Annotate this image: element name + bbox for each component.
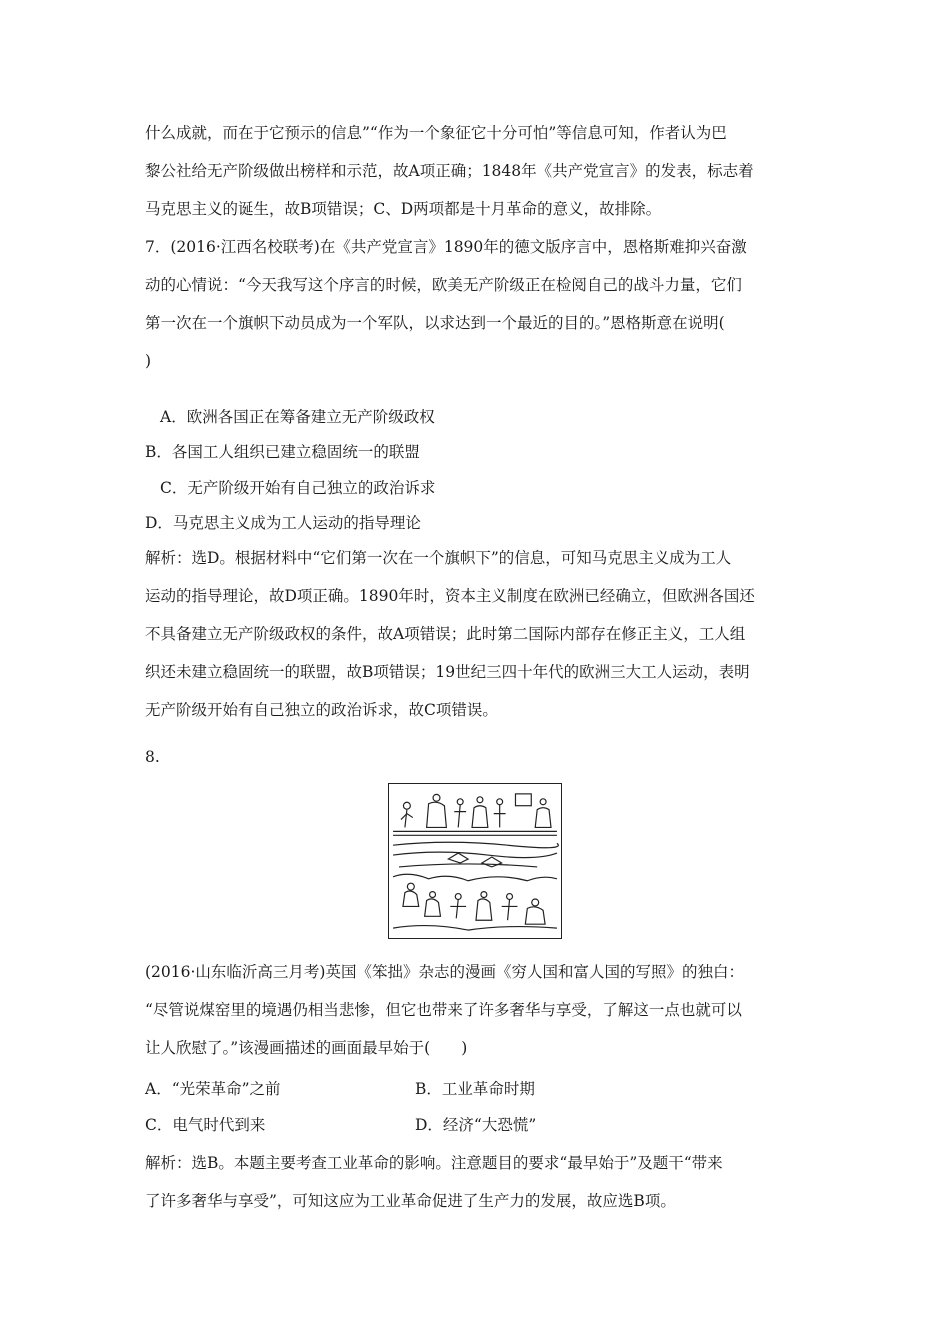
q8-option-c: C．电气时代到来 xyxy=(145,1116,266,1134)
q7-stem-line-2: 动的心情说：“今天我写这个序言的时候，欧美无产阶级正在检阅自己的战斗力量，它们 xyxy=(145,276,742,294)
q8-stem-line-1: (2016·山东临沂高三月考)英国《笨拙》杂志的漫画《穷人国和富人国的写照》的独白： xyxy=(145,963,744,981)
q8-number: 8. xyxy=(145,748,160,766)
q8-stem-line-3: 让人欣慰了。”该漫画描述的画面最早始于( ) xyxy=(145,1039,468,1057)
q6-explanation-line-1: 什么成就，而在于它预示的信息”“作为一个象征它十分可怕”等信息可知，作者认为巴 xyxy=(145,124,727,142)
q7-option-a: A．欧洲各国正在筹备建立无产阶级政权 xyxy=(160,408,435,426)
cartoon-image xyxy=(388,783,562,939)
q7-option-b: B．各国工人组织已建立稳固统一的联盟 xyxy=(145,443,420,461)
q7-option-c: C．无产阶级开始有自己独立的政治诉求 xyxy=(160,479,436,497)
q8-options-row-2 xyxy=(145,1115,537,1135)
q7-explanation-line-3: 不具备建立无产阶级政权的条件，故A项错误；此时第二国际内部存在修正主义，工人组 xyxy=(145,625,746,643)
cartoon-drawing xyxy=(389,784,561,938)
q8-option-a: A．“光荣革命”之前 xyxy=(145,1080,281,1098)
q7-explanation-line-1: 解析：选D。根据材料中“它们第一次在一个旗帜下”的信息，可知马克思主义成为工人 xyxy=(145,549,732,567)
q7-explanation-line-5: 无产阶级开始有自己独立的政治诉求，故C项错误。 xyxy=(145,701,498,719)
q6-explanation-line-2: 黎公社给无产阶级做出榜样和示范，故A项正确；1848年《共产党宣言》的发表，标志着 xyxy=(145,162,754,180)
q6-explanation-line-3: 马克思主义的诞生，故B项错误；C、D两项都是十月革命的意义，故排除。 xyxy=(145,200,662,218)
q7-stem-line-1: 7．(2016·江西名校联考)在《共产党宣言》1890年的德文版序言中，恩格斯难抑兴奋激 xyxy=(145,238,747,256)
q8-stem-line-2: “尽管说煤窑里的境遇仍相当悲惨，但它也带来了许多奢华与享受，了解这一点也就可以 xyxy=(145,1001,742,1019)
q7-explanation-line-2: 运动的指导理论，故D项正确。1890年时，资本主义制度在欧洲已经确立，但欧洲各国还 xyxy=(145,587,755,605)
q8-explanation-line-1: 解析：选B。本题主要考查工业革命的影响。注意题目的要求“最早始于”及题干“带来 xyxy=(145,1154,723,1172)
q7-stem-line-3: 第一次在一个旗帜下动员成为一个军队，以求达到一个最近的目的。”恩格斯意在说明( xyxy=(145,314,725,332)
q8-options-row-1 xyxy=(145,1079,535,1099)
q8-option-d: D．经济“大恐慌” xyxy=(415,1116,537,1134)
q7-stem-line-4: ) xyxy=(145,352,152,370)
q8-explanation-line-2: 了许多奢华与享受”，可知这应为工业革命促进了生产力的发展，故应选B项。 xyxy=(145,1192,676,1210)
q8-option-b: B．工业革命时期 xyxy=(415,1080,535,1098)
q7-explanation-line-4: 织还未建立稳固统一的联盟，故B项错误；19世纪三四十年代的欧洲三大工人运动，表明 xyxy=(145,663,750,681)
q7-option-d: D．马克思主义成为工人运动的指导理论 xyxy=(145,514,421,532)
